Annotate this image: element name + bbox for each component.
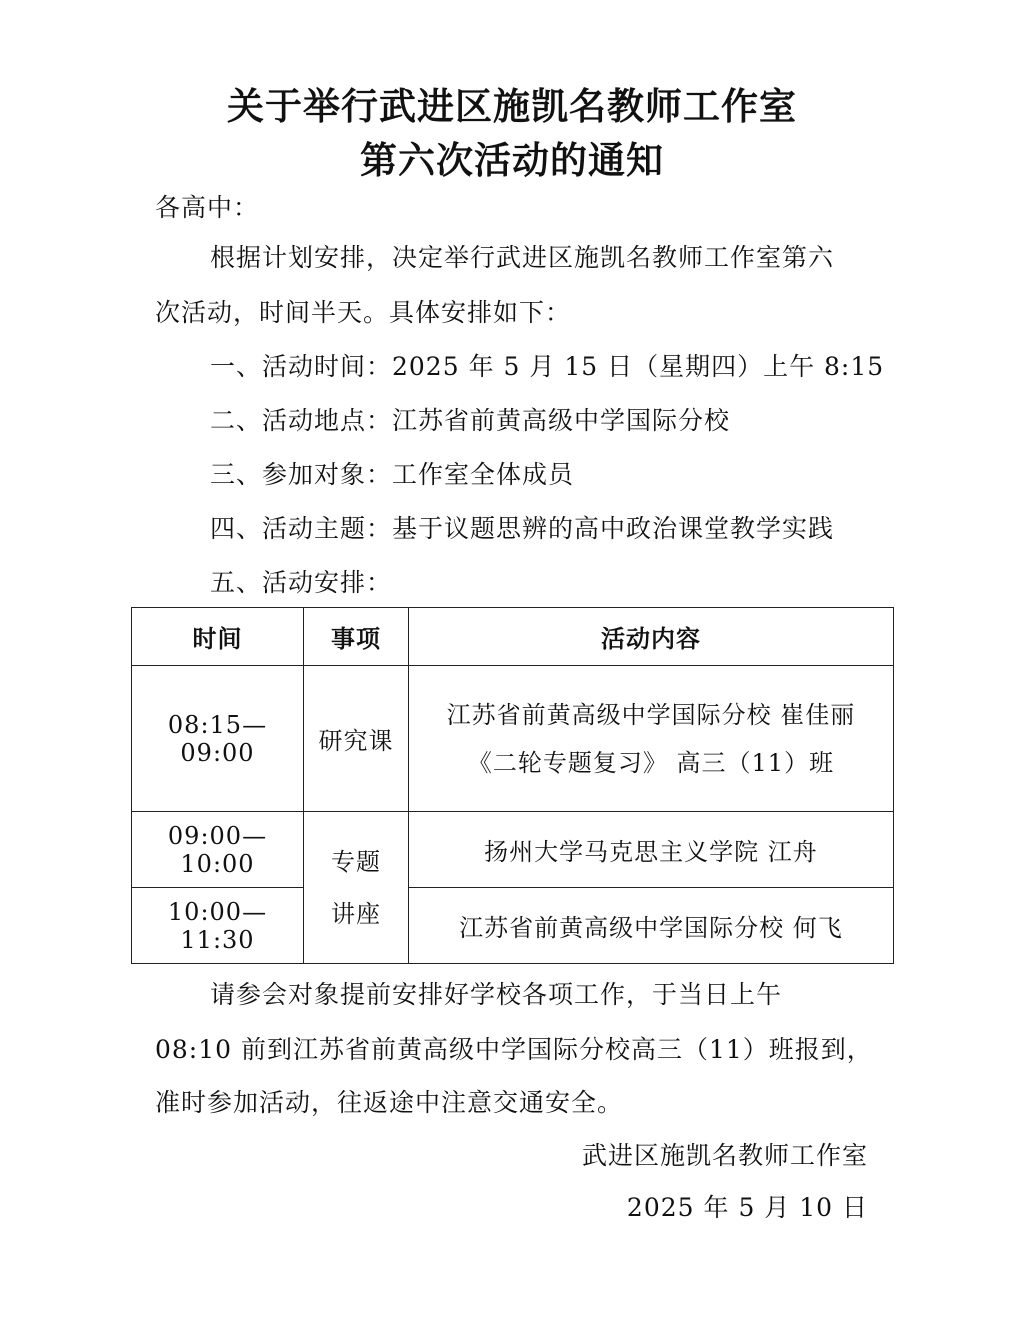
issue-date: 2025 年 5 月 10 日 [626,1193,868,1222]
row-content [409,666,894,812]
closing-line-3: 准时参加活动，往返途中注意交通安全。 [155,1088,624,1117]
item-activity-theme: 四、活动主题：基于议题思辨的高中政治课堂教学实践 [210,514,835,543]
closing-line-2: 08:10 前到江苏省前黄高级中学国际分校高三（11）班报到， [155,1035,873,1064]
row-content: 江苏省前黄高级中学国际分校 何飞 [409,888,894,964]
row-content: 扬州大学马克思主义学院 江舟 [409,812,894,888]
row-content-line-2: 《二轮专题复习》 高三（11）班 [467,748,835,777]
header-item: 事项 [304,608,409,666]
row-item-line-1: 专题 [331,847,381,876]
schedule-table [131,607,894,964]
header-time: 时间 [132,608,304,666]
signature: 武进区施凯名教师工作室 [581,1141,868,1170]
row-item-merged [304,812,409,964]
row-time: 08:15—09:00 [132,666,304,812]
item-participants: 三、参加对象：工作室全体成员 [210,460,575,489]
intro-line-1: 根据计划安排，决定举行武进区施凯名教师工作室第六 [210,243,835,272]
intro-line-2: 次活动，时间半天。具体安排如下： [155,298,572,327]
table-header-row [132,608,894,666]
row-time: 10:00—11:30 [132,888,304,964]
table-row [132,666,894,812]
row-item-line-2: 讲座 [331,899,381,928]
row-content-line-1: 江苏省前黄高级中学国际分校 崔佳丽 [446,700,856,729]
item-activity-time: 一、活动时间：2025 年 5 月 15 日（星期四）上午 8:15 [210,352,885,381]
item-activity-location: 二、活动地点：江苏省前黄高级中学国际分校 [210,406,731,435]
header-content: 活动内容 [409,608,894,666]
item-activity-schedule: 五、活动安排： [210,568,393,597]
row-item: 研究课 [304,666,409,812]
table-row [132,888,894,964]
notice-title-line-1: 关于举行武进区施凯名教师工作室 [227,85,797,128]
row-time: 09:00—10:00 [132,812,304,888]
closing-line-1: 请参会对象提前安排好学校各项工作，于当日上午 [210,980,783,1009]
table-row [132,812,894,888]
notice-title-line-2: 第六次活动的通知 [360,139,664,182]
salutation: 各高中： [155,193,260,222]
